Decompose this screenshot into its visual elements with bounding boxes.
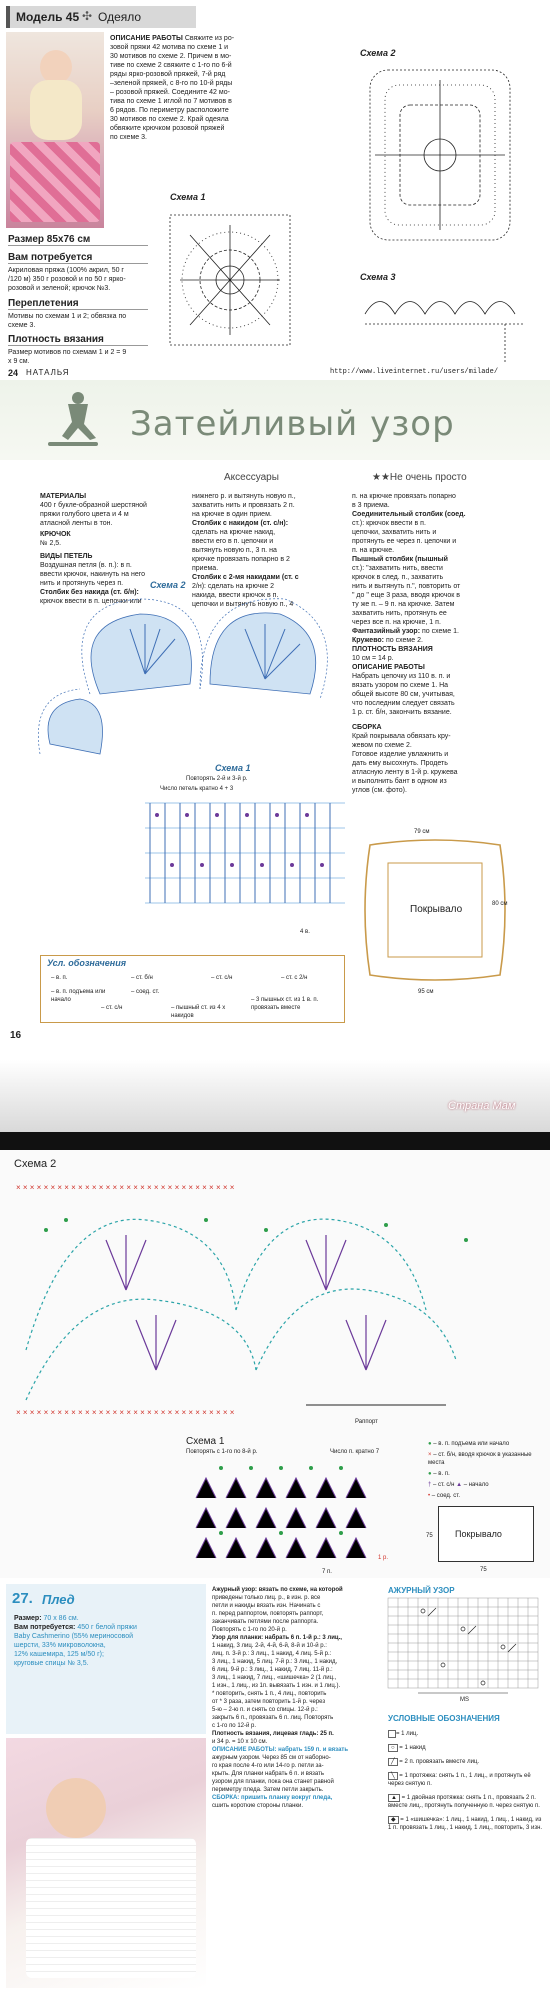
col3-line: через все п. на крючке, 1 п.	[352, 619, 441, 626]
model-header	[6, 6, 196, 28]
watermark: Страна Мам	[448, 1100, 516, 1112]
blanket-dim-side: 75	[426, 1533, 433, 1539]
assembly-heading: СБОРКА	[352, 724, 382, 731]
need-line: розовой и зеленой; крючок №3.	[8, 285, 111, 292]
instruction-line: сшить короткие стороны планки.	[212, 1803, 304, 1809]
legend-dc: – ст. с/н	[211, 975, 233, 981]
instruction-line: 1 накид, 3 лиц. 2-й, 4-й, 6-й, 8-й и 10-й р.:	[212, 1643, 327, 1649]
pattern-title: Затейливый узор	[130, 404, 455, 444]
instruction-line: приведены только лиц. р., в изн. р. все	[212, 1595, 321, 1601]
legend-sc: – ст. б/н, вводя крючок в указанные места	[428, 1452, 532, 1466]
colored-lace-diagram	[6, 1170, 546, 1420]
instruction-line: петли и накиды вязать изн. Начинать с	[212, 1603, 321, 1609]
col3-line: " до " еще 3 раза, вводя крючок в	[352, 592, 460, 599]
blanket-dim-bottom: 75	[480, 1567, 487, 1573]
grid-scheme-label: Схема 1	[186, 1436, 225, 1447]
col3-line: в 3 приема.	[352, 502, 390, 509]
blanket	[10, 142, 100, 222]
blanket-dim-side: 80 см	[492, 901, 508, 907]
col3-line: нить и вытянуть п.", повторить от	[352, 583, 461, 590]
description-line: ряды ярко-розовой пряжей, 7-й ряд	[110, 71, 226, 78]
baby-face	[40, 50, 72, 84]
hook-line: № 2,5.	[40, 540, 62, 547]
legend-title: УСЛОВНЫЕ ОБОЗНАЧЕНИЯ	[388, 1714, 500, 1723]
work-line: что последним следует связать	[352, 700, 455, 707]
need-text	[8, 266, 158, 293]
description-line: тива по схеме 1 иглой по 7 мотивов в	[110, 98, 232, 105]
legend-tr: – ст. с 2/н	[281, 975, 308, 981]
item-info	[14, 1614, 199, 1668]
description-line: зовой пряжи 42 мотива по схеме 1 и	[110, 44, 229, 51]
dc-icon: †	[428, 1482, 432, 1488]
instructions	[212, 1586, 377, 1810]
grid-scheme-diagram	[140, 793, 350, 923]
instruction-line: Повторять с 1-го по 20-й р.	[212, 1627, 287, 1633]
stitches-line: Столбик без накида (ст. б/н):	[40, 589, 139, 596]
stitches-line: крючок ввести в п. цепочки или	[40, 598, 142, 605]
blanket-outline	[438, 1506, 534, 1562]
density-line: Размер мотивов по схемам 1 и 2 = 9	[8, 349, 127, 356]
stitches-heading: ВИДЫ ПЕТЕЛЬ	[40, 553, 93, 560]
pattern-page-intricate	[0, 380, 550, 1132]
hook-heading: КРЮЧОК	[40, 531, 71, 538]
instruction-line: с 1-го по 12-й р.	[212, 1723, 257, 1729]
materials-line: атласной ленты в тон.	[40, 520, 113, 527]
col3-line: захватить нить, протянуть ее	[352, 610, 447, 617]
col2-line: приема.	[192, 565, 219, 572]
need-line: /120 м) 350 г розовой и по 50 г ярко-	[8, 276, 126, 283]
knit-chart	[388, 1598, 538, 1698]
legend-k2tog: = 2 п. провязать вместе лиц.	[399, 1759, 480, 1765]
watermark-band	[0, 1060, 550, 1132]
legend-bobble: = 1 «шишечка»: 1 лиц., 1 накид, 1 лиц., 1 накид, из 1 п. провязать 1 лиц., 1 накид, 1 лиц., повторить, 3 изн.	[388, 1817, 543, 1831]
col2-line: сделать на крючке накид,	[192, 529, 276, 536]
instruction-line: 3 лиц., 1 накид, 7 лиц., «шишечка» 2 (1 лиц.,	[212, 1675, 337, 1681]
legend-yo: = 1 накид	[399, 1745, 426, 1751]
yarnover-icon: ○	[388, 1744, 398, 1752]
description-line: 30 мотивов по схеме 2. Край одеяла	[110, 116, 229, 123]
density-title: Плотность вязания	[8, 334, 148, 346]
density-text: 10 см = 14 р.	[352, 655, 394, 662]
grid-count: Число п. кратно 7	[330, 1449, 380, 1455]
assembly-line: и выполнить бант в одном из	[352, 778, 447, 785]
blanket-dim-bottom: 95 см	[418, 989, 434, 995]
column-3	[352, 492, 512, 795]
instruction-line: п. перед раппортом, повторять раппорт,	[212, 1611, 324, 1617]
scheme1-diagram	[160, 205, 300, 355]
legend	[428, 1440, 544, 1500]
ssk-icon: ╲	[388, 1772, 398, 1780]
legend-start: – в. п. подъема или начало	[51, 989, 106, 1003]
legend-chain: – в. п.	[433, 1471, 450, 1477]
model-title: Одеяло	[98, 10, 142, 24]
assembly-line: жевом по схеме 2.	[352, 742, 412, 749]
instruction-line: и 34 р. = 10 х 10 см.	[212, 1739, 268, 1745]
size: Размер 85х76 см	[8, 234, 148, 246]
grid-count: Число петель кратно 4 + 3	[160, 786, 234, 792]
need-line: 12% кашемира, 125 м/50 г);	[14, 1651, 104, 1658]
bobble-icon: ◆	[388, 1816, 399, 1824]
legend-ssk: = 1 протяжка: снять 1 п., 1 лиц., и протянуть её через снятую п.	[388, 1773, 531, 1787]
density-heading: ПЛОТНОСТЬ ВЯЗАНИЯ	[352, 646, 433, 653]
scheme1-label: Схема 1	[170, 192, 206, 202]
col2-line: Столбик с накидом (ст. с/н):	[192, 520, 289, 527]
legend-puff3: – 3 пышных ст. из 1 в. п. провязать вместе	[251, 997, 319, 1011]
scheme3-diagram	[355, 284, 535, 364]
fancy-text: по схеме 1.	[421, 628, 459, 635]
page-number: 24	[8, 368, 19, 378]
instruction-line: периметру пледа. Затем петли закрыть.	[212, 1787, 324, 1793]
col2-line: нижнего р. и вытянуть новую п.,	[192, 493, 296, 500]
knit-symbol-icon	[388, 1730, 396, 1738]
description-label: ОПИСАНИЕ РАБОТЫ	[110, 35, 183, 42]
magazine-name: НАТАЛЬЯ	[26, 368, 70, 377]
assembly-line: углов (см. фото).	[352, 787, 407, 794]
dot-icon: ●	[428, 1471, 432, 1477]
need-line: круговые спицы № 3,5.	[14, 1660, 89, 1667]
instruction-line: СБОРКА: пришить планку вокруг пледа,	[212, 1795, 333, 1801]
stitches-line: нить и протянуть через п.	[40, 580, 124, 587]
size-value: 70 х 86 см.	[43, 1615, 79, 1622]
col3-line: ст.): крючок ввести в п.	[352, 520, 426, 527]
description-line: тиве по схеме 2 свяжите с 1-го по 6-й	[110, 62, 232, 69]
col2-line: ввести его в п. цепочки и	[192, 538, 274, 545]
lace-scheme-label: Схема 2	[150, 580, 186, 590]
separator	[0, 1132, 550, 1150]
col2-line: Столбик с 2-мя накидами (ст. с	[192, 574, 299, 581]
blanket-label: Покрывало	[410, 904, 463, 915]
baby-body	[30, 80, 82, 140]
colored-grid-diagram	[186, 1458, 376, 1568]
blanket-label: Покрывало	[455, 1529, 502, 1539]
instruction-line: ажурным узором. Через 85 см от наборно-	[212, 1755, 331, 1761]
knit-blanket-page	[0, 1578, 550, 1993]
white-blanket	[26, 1838, 196, 1978]
work-heading: ОПИСАНИЕ РАБОТЫ	[352, 664, 425, 671]
legend-sc: – ст. б/н	[131, 975, 153, 981]
col2-line: вытянуть новую п., 3 п. на	[192, 547, 277, 554]
category: Аксессуары	[224, 472, 279, 483]
col3-line: ту же п. – 9 п. на крючке. Затем	[352, 601, 455, 608]
stitches-line: ввести крючок, накинуть на него	[40, 571, 146, 578]
materials-line: 400 г букле-образной шерстяной	[40, 502, 147, 509]
col2-line: 2/н): сделать на крючке 2	[192, 583, 275, 590]
legend-title: Усл. обозначения	[47, 958, 126, 968]
instruction-line: Ажурный узор: вязать по схеме, на которой	[212, 1587, 343, 1593]
col3-line: протянуть ее через п. цепочки и	[352, 538, 457, 545]
description-line: –зеленой пряжей, с 8-го по 10-й ряды	[110, 80, 233, 87]
legend-dc2: – ст. с/н	[101, 1005, 123, 1011]
lace-text: по схеме 2.	[385, 637, 423, 644]
blanket-dim-top: 79 см	[414, 829, 430, 835]
work-line: Набрать цепочку из 110 в. п. и	[352, 673, 451, 680]
need-label: Вам потребуется:	[14, 1624, 76, 1631]
col3-line: цепочки, захватить нить и	[352, 529, 437, 536]
baby-blanket-photo	[6, 32, 104, 228]
work-line: 1 р. ст. б/н, закончить вязание.	[352, 709, 452, 716]
skater-icon	[38, 390, 108, 452]
grid-repeat: Повторять с 1-го по 8-й р.	[186, 1449, 258, 1455]
legend-dbl: = 1 двойная протяжка: снять 1 п., провязать 2 п. вместе лиц., протянуть полученную п. через снятую п.	[388, 1795, 540, 1809]
instruction-line: закрыть 6 п., провязать 6 п. лиц. Повторять	[212, 1715, 334, 1721]
grid-rapport: 7 п.	[322, 1569, 332, 1575]
legend-dc: – ст. с/н	[433, 1482, 455, 1488]
start-arrow-icon: ▲	[456, 1482, 463, 1488]
work-line: общей высоте 80 см, учитывая,	[352, 691, 455, 698]
weave-text	[8, 312, 158, 330]
chart-ms: MS	[460, 1697, 469, 1703]
item-title: Плед	[42, 1592, 75, 1607]
weave-title: Переплетения	[8, 298, 148, 310]
materials-heading: МАТЕРИАЛЫ	[40, 493, 87, 500]
need-line: шерсти, 33% микроволокна,	[14, 1642, 106, 1649]
instruction-line: 3 лиц., 1 накид, 5 лиц. 7-й р.: 3 лиц., 1 накид,	[212, 1659, 338, 1665]
assembly-line: Готовое изделие увлажнить и	[352, 751, 449, 758]
legend-slst: – соед. ст.	[431, 1493, 460, 1499]
rapport-label: Раппорт	[355, 1419, 378, 1425]
legend	[388, 1730, 544, 1832]
item-number: 27.	[12, 1590, 33, 1607]
cross-icon: ✣	[82, 9, 93, 23]
instruction-line: ОПИСАНИЕ РАБОТЫ: набрать 159 п. и вязать	[212, 1747, 349, 1753]
legend-start: – в. п. подъема или начало	[433, 1441, 510, 1447]
scheme2-label: Схема 2	[360, 48, 396, 58]
need-line: Baby Cashmerino (55% мериносовой	[14, 1633, 134, 1640]
legend-slst: – соед. ст.	[131, 989, 160, 995]
col2-line: на крючке в один прием.	[192, 511, 272, 518]
legend-box	[40, 955, 345, 1023]
need-line: Акриловая пряжа (100% акрил, 50 г	[8, 267, 124, 274]
slst-icon: •	[428, 1493, 431, 1499]
assembly-line: дать ему высохнуть. Продеть	[352, 760, 448, 767]
legend-begin: – начало	[463, 1482, 489, 1488]
col2-line: накида, ввести крючок в п.	[192, 592, 279, 599]
weave-line: схеме 3.	[8, 322, 36, 329]
description-line: обвяжите крючком розовой пряжей	[110, 125, 225, 132]
model-label: Модель 45	[16, 10, 80, 24]
col2-line: захватить нить и провязать 2 п.	[192, 502, 295, 509]
legend-chain: – в. п.	[51, 975, 68, 981]
source-url: http://www.liveinternet.ru/users/milade/	[330, 368, 499, 376]
scheme3-label: Схема 3	[360, 272, 396, 282]
description-line: – розовой пряжей. Соедините 42 мо-	[110, 89, 230, 96]
double-dec-icon: ▲	[388, 1794, 400, 1802]
baby-photo	[6, 1738, 206, 1988]
chart-title: АЖУРНЫЙ УЗОР	[388, 1586, 455, 1595]
need-title: Вам потребуется	[8, 252, 148, 264]
description-line: Свяжите из ро-	[184, 35, 235, 42]
lace-heading: Кружево:	[352, 637, 385, 644]
col3-line: п. на крючке.	[352, 547, 395, 554]
stitches-line: Воздушная петля (в. п.): в п.	[40, 562, 132, 569]
materials-line: пряжи голубого цвета и 4 м	[40, 511, 129, 518]
description	[110, 34, 288, 142]
difficulty: ★★Не очень просто	[372, 472, 467, 483]
magazine-page-natalia	[0, 0, 550, 380]
grid-repeat: Повторять 2-й и 3-й р.	[186, 776, 248, 782]
instruction-line: Плотность вязания, лицевая гладь: 25 п.	[212, 1731, 334, 1737]
weave-line: Мотивы по схемам 1 и 2; обвязка по	[8, 313, 127, 320]
col2-line: крючке провязать попарно в 2	[192, 556, 290, 563]
grid-rapport: 4 в.	[300, 929, 310, 935]
row-marker: 1 р.	[378, 1555, 389, 1561]
dot-icon: ●	[428, 1441, 432, 1447]
scheme2-diagram	[360, 60, 520, 250]
description-line: 6 рядов. По периметру расположите	[110, 107, 229, 114]
col3-line: п. на крючке провязать попарно	[352, 493, 456, 500]
col2-line: цепочки и вытянуть новую п., 4	[192, 601, 294, 608]
density-text	[8, 348, 158, 366]
col3-line: Пышный столбик (пышный	[352, 556, 448, 563]
instruction-line: от * 3 раза, затем повторить 1-й р. через	[212, 1699, 326, 1705]
page-number: 16	[10, 1030, 22, 1041]
legend-puff: – пышный ст. из 4 х накидов	[171, 1005, 226, 1019]
density-line: х 9 см.	[8, 358, 30, 365]
col3-line: Соединительный столбик (соед.	[352, 511, 466, 518]
fancy-heading: Фантазийный узор:	[352, 628, 421, 635]
work-line: вязать узором по схеме 1. На	[352, 682, 449, 689]
instruction-line: 1 изн., 1 лиц., из 1п. вывязать 1 изн. и 1 лиц.).	[212, 1683, 341, 1689]
svg-text:× × × × × × × × × × × × × × ×: × × × × × × × × × × × × × × × × × × × × × × × × × × × × × × × ×	[16, 1183, 235, 1192]
colored-scheme-page	[0, 1150, 550, 1578]
description-line: 30 мотивов по схеме 2. Причем в мо-	[110, 53, 232, 60]
lace-scheme-diagram	[30, 584, 340, 774]
info-box	[6, 1584, 206, 1734]
col3-line: ст.): "захватить нить, ввести	[352, 565, 443, 572]
instruction-line: * повторить, снять 1 п., 4 лиц., повторить	[212, 1691, 327, 1697]
legend-knit: = 1 лиц.	[396, 1731, 419, 1737]
instruction-line: 6 лиц. 9-й р.: 3 лиц., 1 накид, 7 лиц. 11-й р.:	[212, 1667, 333, 1673]
instruction-line: лиц. п. 3-й р.: 3 лиц., 1 накид, 4 лиц. 5-й р.:	[212, 1651, 332, 1657]
svg-text:× × × × × × × × × × × × × × ×: × × × × × × × × × × × × × × × × × × × × × × × × × × × × × × × ×	[16, 1408, 235, 1417]
instruction-line: 5-ю – 2-ю п. и снять со спицы. 12-й р.:	[212, 1707, 318, 1713]
size-label: Размер:	[14, 1615, 42, 1622]
need-line: 450 г белой пряжи	[77, 1624, 137, 1631]
assembly-line: Край покрывала обвязать кру-	[352, 733, 451, 740]
grid-scheme-label: Схема 1	[215, 763, 251, 773]
lace-scheme-label: Схема 2	[14, 1158, 57, 1170]
col3-line: крючок в след. п., захватить	[352, 574, 444, 581]
description-line: по схеме 3.	[110, 134, 147, 141]
k2tog-icon: ╱	[388, 1758, 398, 1766]
cross-mark-icon: ×	[428, 1452, 432, 1458]
instruction-line: узором для планки, пока она станет равной	[212, 1779, 334, 1785]
instruction-line: заканчивать петлями после раппорта.	[212, 1619, 319, 1625]
assembly-line: атласную ленту в 1-й р. кружева	[352, 769, 458, 776]
instruction-line: Узор для планки: набрать 6 п. 1-й р.: 3 лиц.,	[212, 1635, 342, 1641]
instruction-line: го края после 4-го или 14-го р. петли за-	[212, 1763, 324, 1769]
baby-face	[46, 1778, 106, 1838]
instruction-line: крыть. Для планки набрать 6 п. и вязать	[212, 1771, 324, 1777]
